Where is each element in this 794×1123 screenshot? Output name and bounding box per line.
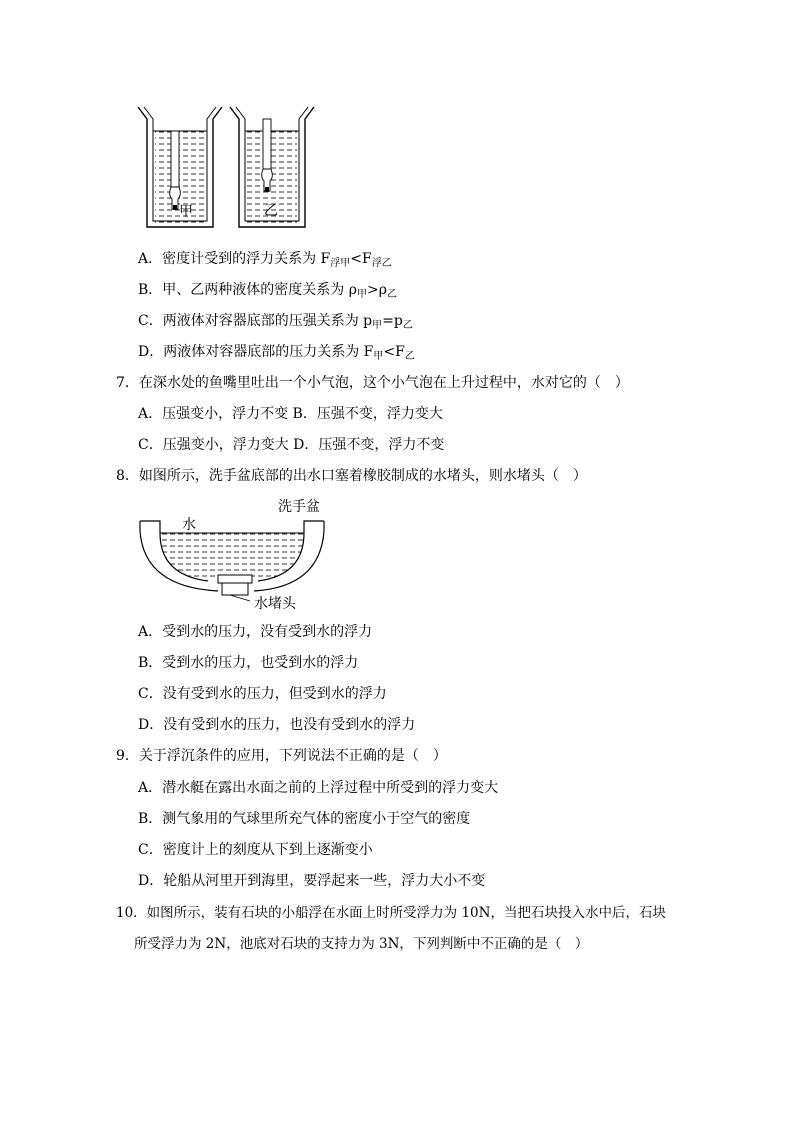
plug-label: 水堵头 [254,596,296,612]
q9-option-d: D．轮船从河里开到海里，要浮起来一些，浮力大小不变 [138,873,486,889]
q8-option-b: B．受到水的压力，也受到水的浮力 [138,655,359,671]
q9-option-a: A．潜水艇在露出水面之前的上浮过程中所受到的浮力变大 [138,780,499,796]
beaker-left [138,107,222,227]
q6-option-a: A．密度计受到的浮力关系为 $F_{浮甲}<F_{浮乙}$ [138,251,392,269]
basin-label: 洗手盆 [278,499,320,515]
q7-stem: 7．在深水处的鱼嘴里吐出一个小气泡，这个小气泡在上升过程中，水对它的（ ） [116,375,629,391]
beaker-right [230,107,314,227]
drain-plug [218,575,252,595]
water-label: 水 [182,517,196,533]
density-meter-figure [135,105,335,235]
q8-stem: 8．如图所示，洗手盆底部的出水口塞着橡胶制成的水堵头，则水堵头（ ） [116,468,587,484]
q6-option-c: C．两液体对容器底部的压强关系为 $p_甲=p_乙$ [138,313,413,331]
q7-options-row1: A．压强变小，浮力不变 B．压强不变，浮力变大 [138,406,443,422]
q8-option-d: D．没有受到水的压力，也没有受到水的浮力 [138,717,416,733]
density-label-left: 甲 [179,204,193,220]
q9-stem: 9．关于浮沉条件的应用，下列说法不正确的是（ ） [116,748,447,764]
q6-option-d: D．两液体对容器底部的压力关系为 $F_甲<F_乙$ [138,344,415,362]
q9-option-c: C．密度计上的刻度从下到上逐渐变小 [138,842,373,858]
q10-stem-line1: 10．如图所示，装有石块的小船浮在水面上时所受浮力为 10N，当把石块投入水中后，石块 [116,905,666,921]
density-label-right: 乙 [264,203,278,219]
q10-stem-line2: 所受浮力为 2N，池底对石块的支持力为 3N，下列判断中不正确的是（ ） [134,936,589,952]
wash-basin-figure [138,495,338,615]
q7-options-row2: C．压强变小，浮力变大 D．压强不变，浮力不变 [138,437,445,453]
q6-option-b: B．甲、乙两种液体的密度关系为 $\rho_甲>\rho_乙$ [138,282,397,300]
q8-option-c: C．没有受到水的压力，但受到水的浮力 [138,686,387,702]
q9-option-b: B．测气象用的气球里所充气体的密度小于空气的密度 [138,811,471,827]
q8-option-a: A．受到水的压力，没有受到水的浮力 [138,624,373,640]
